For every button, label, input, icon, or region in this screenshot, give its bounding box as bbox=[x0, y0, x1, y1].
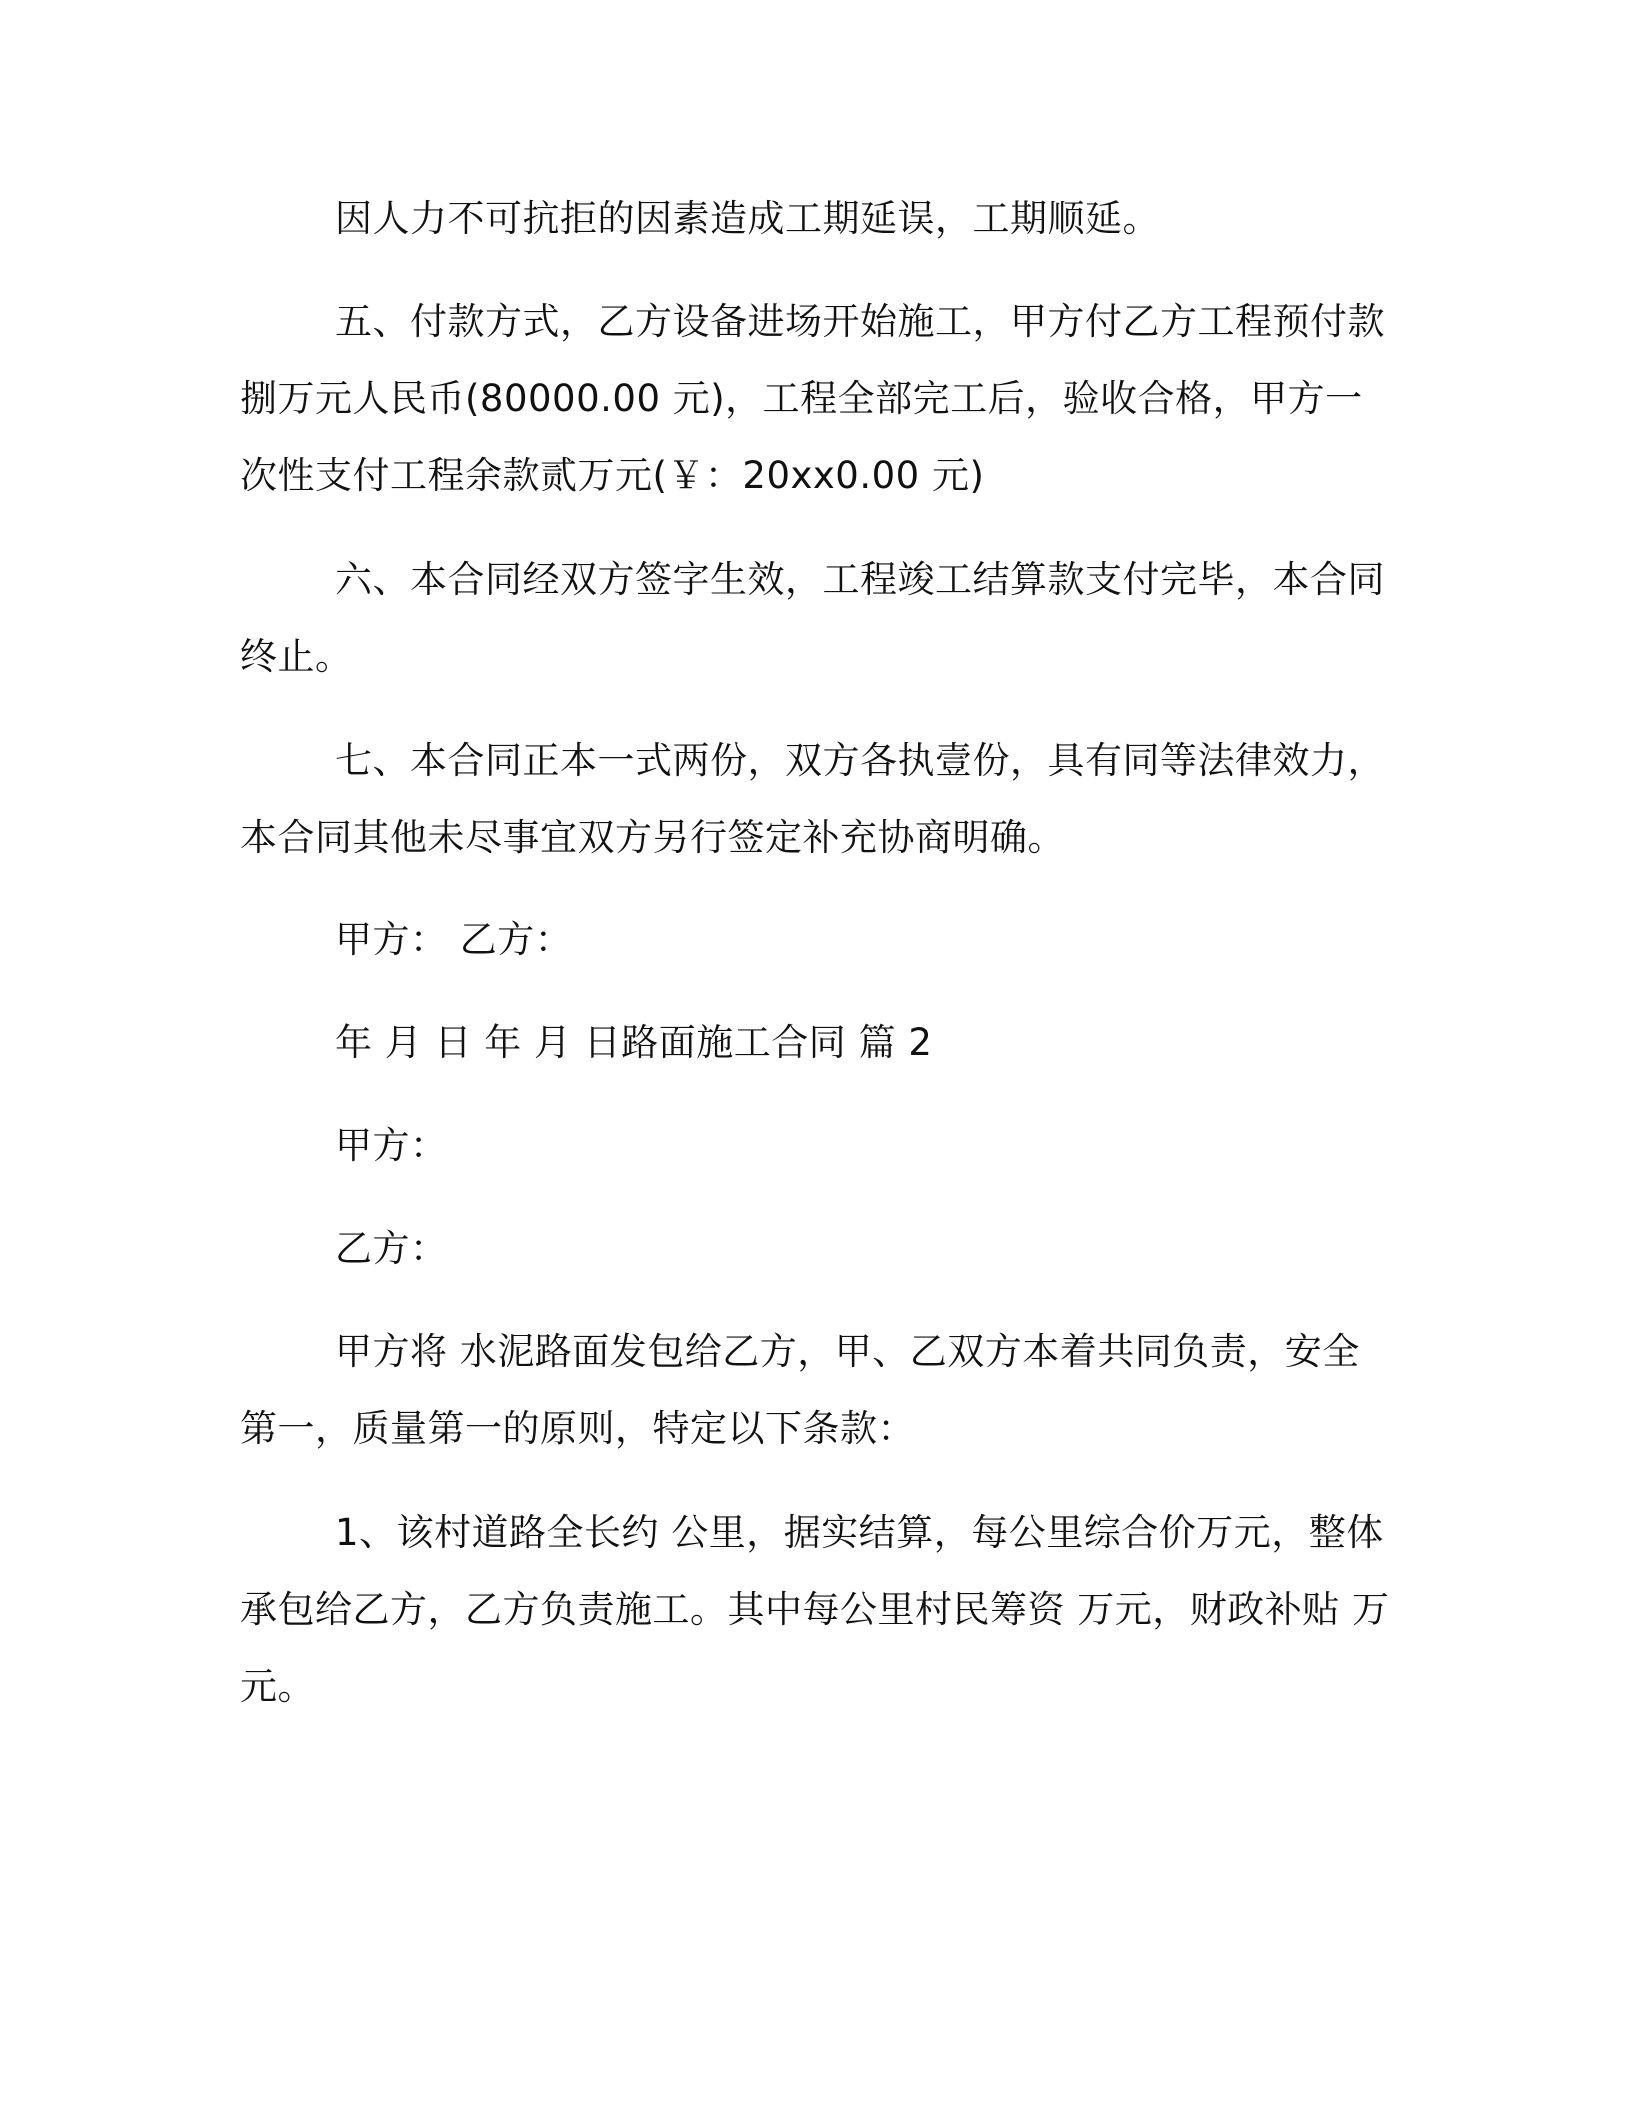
paragraph-copies-clause: 七、本合同正本一式两份，双方各执壹份，具有同等法律效力，本合同其他未尽事宜双方另行签定补充协商明确。 bbox=[240, 739, 1385, 859]
date-and-heading-line: 年 月 日 年 月 日路面施工合同 篇 2 bbox=[335, 1021, 933, 1064]
party-a-line: 甲方： bbox=[335, 1124, 448, 1167]
party-b-line: 乙方： bbox=[335, 1227, 448, 1270]
paragraph-payment-clause: 五、付款方式，乙方设备进场开始施工，甲方付乙方工程预付款捌万元人民币(80000.00 元)，工程全部完工后，验收合格，甲方一次性支付工程余款贰万元(￥：20xx0.00 元) bbox=[240, 300, 1385, 497]
paragraph-contract-intro: 甲方将 水泥路面发包给乙方，甲、乙双方本着共同负责，安全第一，质量第一的原则，特定以下条款： bbox=[240, 1330, 1360, 1450]
paragraph-clause-1: 1、该村道路全长约 公里，据实结算，每公里综合价万元，整体承包给乙方，乙方负责施工。其中每公里村民筹资 万元，财政补贴 万元。 bbox=[240, 1511, 1390, 1708]
paragraph-delay-clause: 因人力不可抗拒的因素造成工期延误，工期顺延。 bbox=[335, 197, 1160, 240]
signature-parties-line: 甲方： 乙方： bbox=[335, 918, 573, 961]
paragraph-termination-clause: 六、本合同经双方签字生效，工程竣工结算款支付完毕，本合同终止。 bbox=[240, 558, 1385, 678]
